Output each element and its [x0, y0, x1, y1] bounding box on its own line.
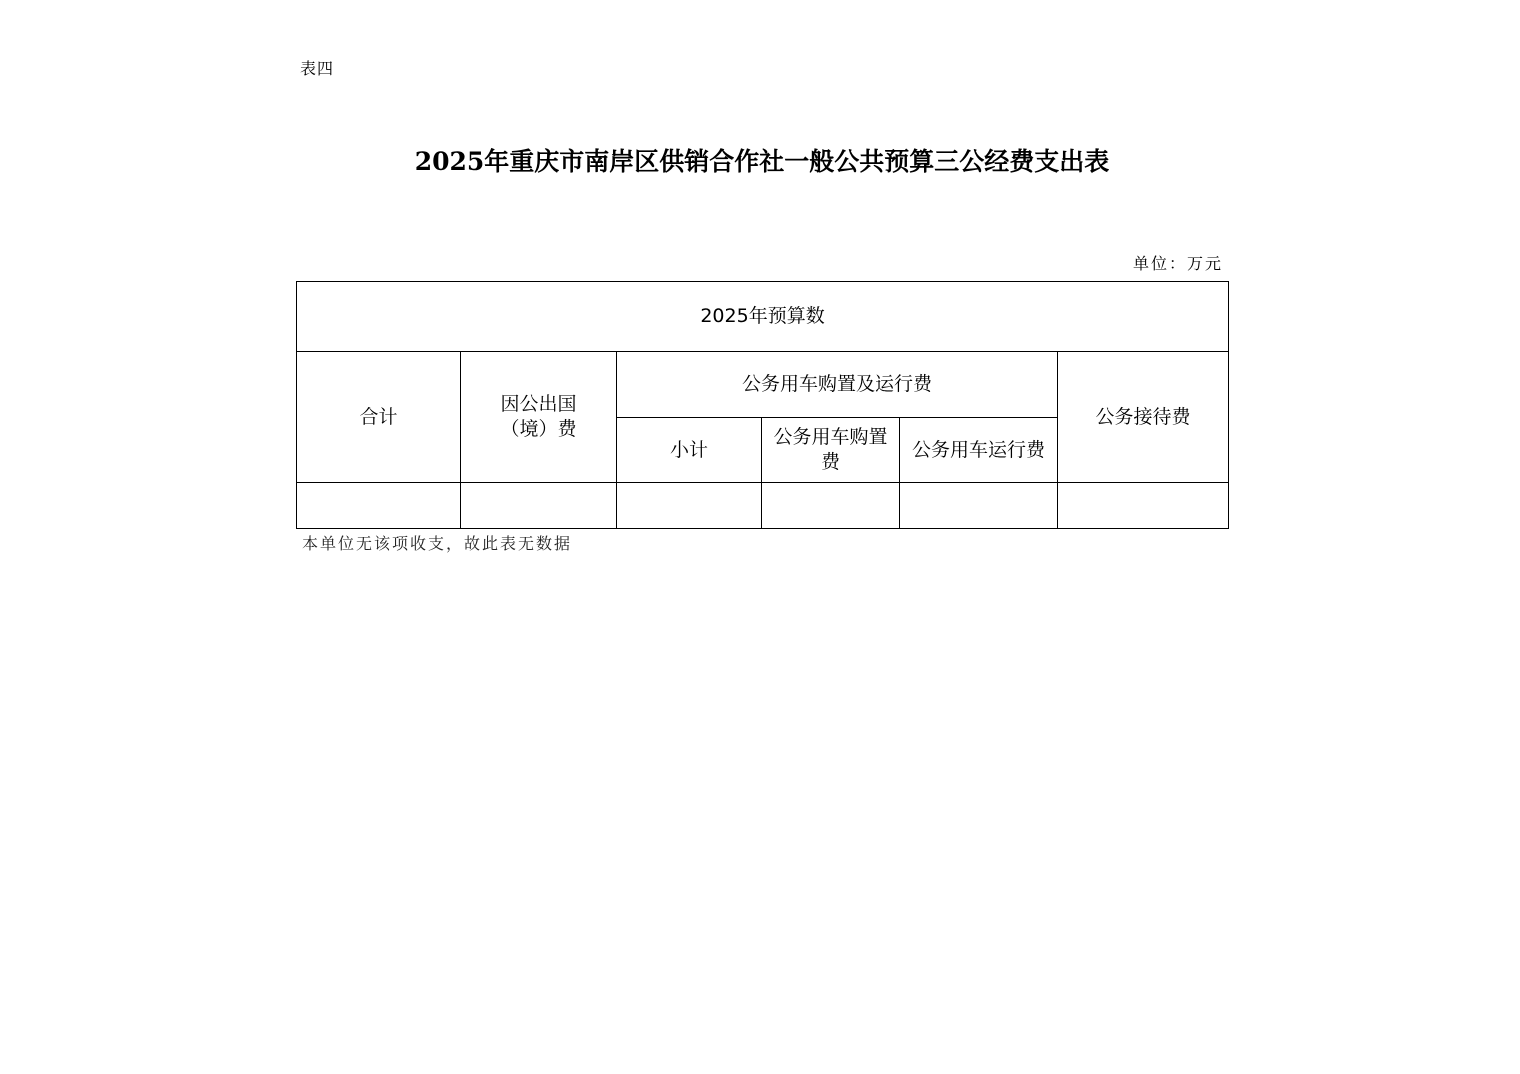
table-number-label: 表四 — [300, 59, 335, 78]
cell-total — [297, 483, 461, 529]
cell-reception — [1058, 483, 1229, 529]
header-budget-year: 2025年预算数 — [297, 282, 1229, 352]
header-total: 合计 — [297, 352, 461, 483]
table-row — [297, 483, 1229, 529]
header-vehicle-purchase: 公务用车购置费 — [762, 418, 900, 483]
header-abroad: 因公出国（境）费 — [461, 352, 617, 483]
budget-table — [296, 281, 1229, 529]
header-reception: 公务接待费 — [1058, 352, 1229, 483]
page-title: 2025年重庆市南岸区供销合作社一般公共预算三公经费支出表 — [414, 147, 1110, 176]
cell-subtotal — [617, 483, 762, 529]
header-row-main — [297, 352, 1229, 418]
cell-abroad — [461, 483, 617, 529]
header-subtotal: 小计 — [617, 418, 762, 483]
header-vehicle-operation: 公务用车运行费 — [900, 418, 1058, 483]
header-vehicle-group: 公务用车购置及运行费 — [617, 352, 1058, 418]
unit-label: 单位：万元 — [1132, 254, 1223, 273]
header-row-top — [297, 282, 1229, 352]
cell-vehicle-operation — [900, 483, 1058, 529]
cell-vehicle-purchase — [762, 483, 900, 529]
footnote: 本单位无该项收支，故此表无数据 — [302, 534, 573, 553]
